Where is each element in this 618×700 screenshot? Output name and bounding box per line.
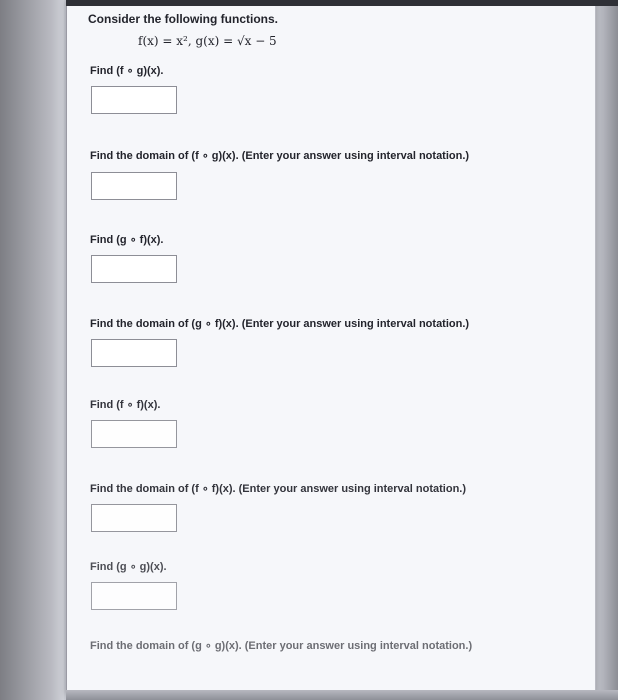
- question-prompt-domain-gog: Find the domain of (g ∘ g)(x). (Enter your answer using interval notation.): [90, 640, 473, 652]
- answer-input-gof[interactable]: [91, 255, 177, 283]
- problem-formula: f(x) = x², g(x) = √x − 5: [138, 34, 277, 48]
- answer-input-fof[interactable]: [91, 420, 177, 448]
- question-prompt-domain-gof: Find the domain of (g ∘ f)(x). (Enter your answer using interval notation.): [90, 318, 470, 330]
- question-prompt-domain-fof: Find the domain of (f ∘ f)(x). (Enter your answer using interval notation.): [90, 483, 467, 495]
- photo-edge-right: [596, 0, 618, 700]
- window-top-edge: [66, 0, 618, 6]
- question-prompt-gog: Find (g ∘ g)(x).: [90, 561, 167, 573]
- answer-input-domain-fof[interactable]: [91, 504, 177, 532]
- question-prompt-fog: Find (f ∘ g)(x).: [90, 65, 164, 77]
- answer-input-gog[interactable]: [91, 582, 177, 610]
- question-prompt-domain-fog: Find the domain of (f ∘ g)(x). (Enter your answer using interval notation.): [90, 150, 470, 162]
- answer-input-fog[interactable]: [91, 86, 177, 114]
- question-prompt-gof: Find (g ∘ f)(x).: [90, 234, 164, 246]
- answer-input-domain-gof[interactable]: [91, 339, 177, 367]
- photo-edge-left: [0, 0, 64, 700]
- problem-heading: Consider the following functions.: [88, 12, 278, 26]
- window-bottom-edge: [66, 690, 618, 700]
- question-prompt-fof: Find (f ∘ f)(x).: [90, 399, 161, 411]
- answer-input-domain-fog[interactable]: [91, 172, 177, 200]
